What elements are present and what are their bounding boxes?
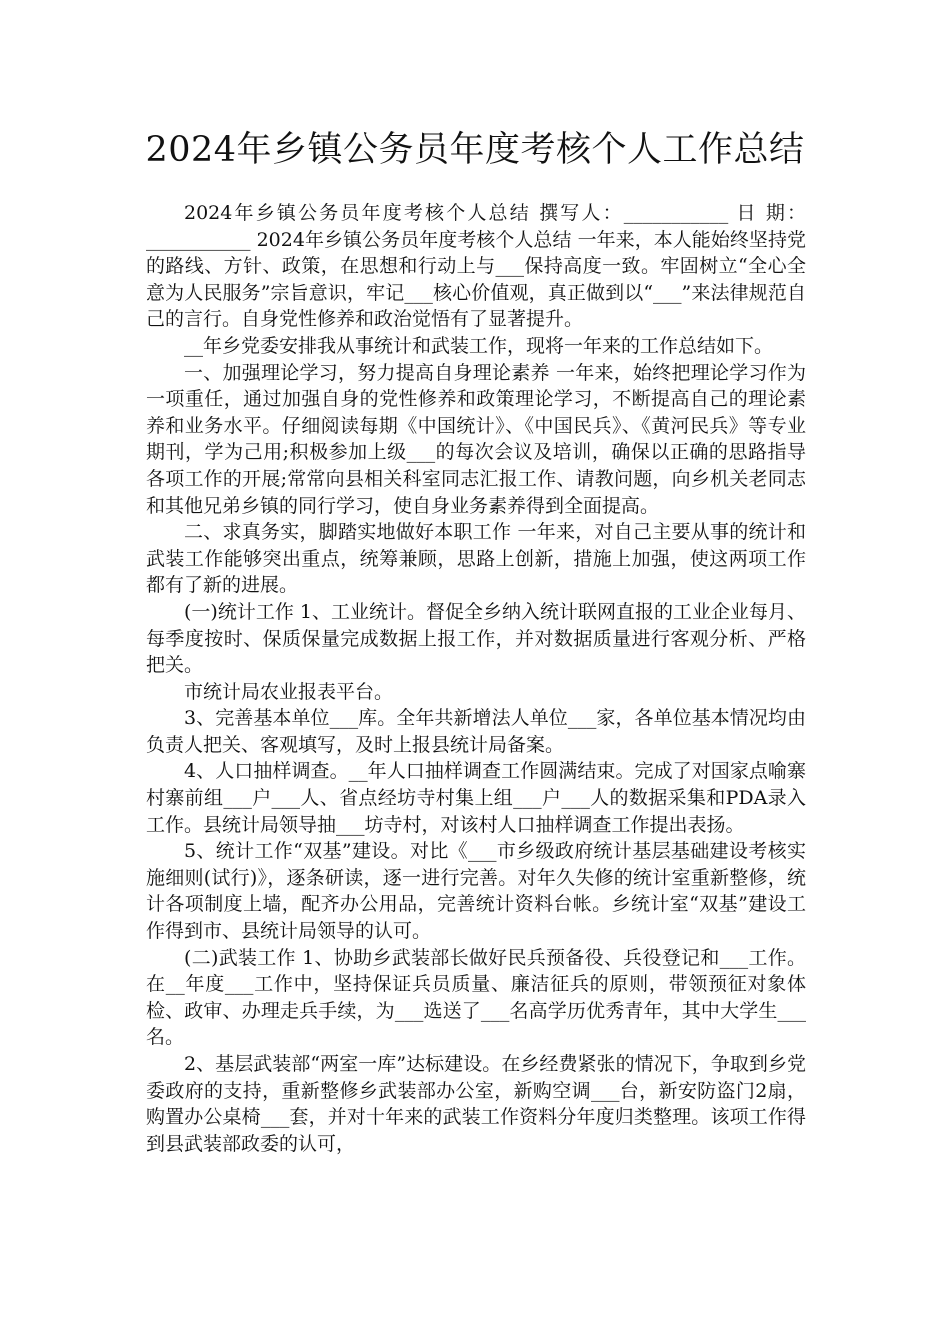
paragraph: (一)统计工作 1、工业统计。督促全乡纳入统计联网直报的工业企业每月、每季度按时、保质保量完成数据上报工作，并对数据质量进行客观分析、严格把关。 — [146, 600, 806, 677]
paragraph: 市统计局农业报表平台。 — [184, 680, 394, 703]
paragraph: 3、完善基本单位___库。全年共新增法人单位___家，各单位基本情况均由负责人把关、客观填写，及时上报县统计局备案。 — [146, 707, 806, 756]
paragraph: 二、求真务实，脚踏实地做好本职工作 一年来，对自己主要从事的统计和武装工作能够突出重点，统筹兼顾，思路上创新，措施上加强，使这两项工作都有了新的进展。 — [146, 521, 806, 597]
paragraph: 4、人口抽样调查。__年人口抽样调查工作圆满结束。完成了对国家点喻寨村寨前组___户___人、省点经坊寺村集上组___户___人的数据采集和PDA录入工作。县统计局领导抽___坊寺村，对该村人口抽样调查工作提出表扬。 — [146, 760, 806, 836]
paragraph: 2024年乡镇公务员年度考核个人总结 撰写人：___________ 日 期：___________ 2024年乡镇公务员年度考核个人总结 一年来，本人能始终坚持党的路线、方针、政策，在思想和行动上与___保持高度一致。牢固树立“全心全意为人民服务”宗旨意识，牢记___核心价值观，真正做到以“___”来法律规范自己的言行。自身党性修养和政治觉悟有了显著提升。 — [146, 202, 806, 331]
paragraph: (二)武装工作 1、协助乡武装部长做好民兵预备役、兵役登记和___工作。在__年度___工作中，坚持保证兵员质量、廉洁征兵的原则，带领预征对象体检、政审、办理走兵手续，为___选送了___名高学历优秀青年，其中大学生___名。 — [146, 946, 806, 1049]
paragraph: __年乡党委安排我从事统计和武装工作，现将一年来的工作总结如下。 — [184, 334, 774, 357]
document-title: 2024年乡镇公务员年度考核个人工作总结 — [145, 130, 805, 170]
document-body — [146, 200, 806, 1157]
paragraph: 一、加强理论学习，努力提高自身理论素养 一年来，始终把理论学习作为一项重任，通过加强自身的党性修养和政策理论学习，不断提高自己的理论素养和业务水平。仔细阅读每期《中国统计》、《中国民兵》、《黄河民兵》等专业期刊，学为己用;积极参加上级___的每次会议及培训，确保以正确的思路指导各项工作的开展;常常向县相关科室同志汇报工作、请教问题，向乡机关老同志和其他兄弟乡镇的同行学习，使自身业务素养得到全面提高。 — [146, 361, 806, 517]
paragraph: 5、统计工作“双基”建设。对比《___市乡级政府统计基层基础建设考核实施细则(试行)》，逐条研读，逐一进行完善。对年久失修的统计室重新整修，统计各项制度上墙，配齐办公用品，完善统计资料台帐。乡统计室“双基”建设工作得到市、县统计局领导的认可。 — [146, 840, 806, 943]
paragraph: 2、基层武装部“两室一库”达标建设。在乡经费紧张的情况下，争取到乡党委政府的支持，重新整修乡武装部办公室，新购空调___台，新安防盗门2扇，购置办公桌椅___套，并对十年来的武装工作资料分年度归类整理。该项工作得到县武装部政委的认可， — [146, 1053, 806, 1155]
